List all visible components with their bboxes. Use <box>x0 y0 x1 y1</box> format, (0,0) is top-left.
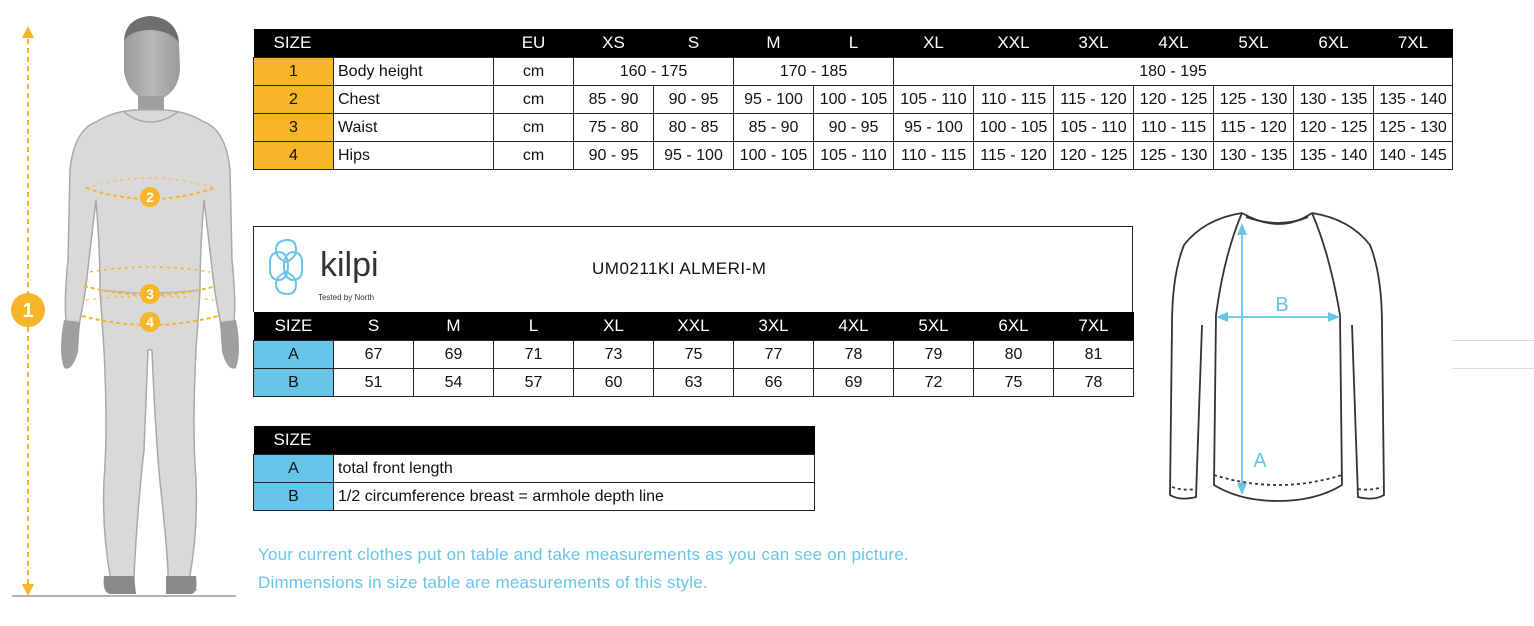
row-label: Body height <box>334 58 494 86</box>
value-cell: 85 - 90 <box>734 114 814 142</box>
divider <box>1452 340 1534 341</box>
header-cell <box>334 29 494 58</box>
value-cell: 115 - 120 <box>974 142 1054 170</box>
table-row <box>254 341 1134 369</box>
value-cell: 180 - 195 <box>894 58 1453 86</box>
value-cell: 130 - 135 <box>1214 142 1294 170</box>
marker-b: B <box>1275 294 1289 316</box>
garment-size-table <box>253 312 1134 397</box>
value-cell: 78 <box>1054 369 1134 397</box>
value-cell: 75 <box>654 341 734 369</box>
header-cell: SIZE <box>254 312 334 341</box>
value-cell: 95 - 100 <box>734 86 814 114</box>
value-cell: 125 - 130 <box>1214 86 1294 114</box>
value-cell: 72 <box>894 369 974 397</box>
header-cell: SIZE <box>254 426 815 455</box>
instruction-note: Your current clothes put on table and take measurements as you can see on picture. <box>258 545 909 564</box>
value-cell: 115 - 120 <box>1054 86 1134 114</box>
value-cell: 77 <box>734 341 814 369</box>
value-cell: 115 - 120 <box>1214 114 1294 142</box>
header-cell: XL <box>894 29 974 58</box>
value-cell: 135 - 140 <box>1294 142 1374 170</box>
shirt-diagram <box>1160 205 1400 525</box>
value-cell: 140 - 145 <box>1374 142 1453 170</box>
divider <box>1452 368 1534 369</box>
legend-text: 1/2 circumference breast = armhole depth line <box>334 483 815 511</box>
header-cell: 4XL <box>1134 29 1214 58</box>
value-cell: 66 <box>734 369 814 397</box>
header-cell: 6XL <box>1294 29 1374 58</box>
header-cell: SIZE <box>254 29 334 58</box>
header-cell: XL <box>574 312 654 341</box>
value-cell: 54 <box>414 369 494 397</box>
value-cell: 100 - 105 <box>974 114 1054 142</box>
value-cell: 110 - 115 <box>974 86 1054 114</box>
value-cell: 67 <box>334 341 414 369</box>
value-cell: 80 <box>974 341 1054 369</box>
value-cell: 105 - 110 <box>1054 114 1134 142</box>
row-label: Waist <box>334 114 494 142</box>
value-cell: 170 - 185 <box>734 58 894 86</box>
value-cell: 100 - 105 <box>814 86 894 114</box>
header-cell: 6XL <box>974 312 1054 341</box>
value-cell: 85 - 90 <box>574 86 654 114</box>
value-cell: 81 <box>1054 341 1134 369</box>
value-cell: 110 - 115 <box>894 142 974 170</box>
value-cell: 125 - 130 <box>1134 142 1214 170</box>
table-row <box>254 58 1453 86</box>
table-row <box>254 369 1134 397</box>
header-cell: XXL <box>974 29 1054 58</box>
header-cell: XXL <box>654 312 734 341</box>
table-row <box>254 483 815 511</box>
value-cell: 95 - 100 <box>894 114 974 142</box>
svg-text:3: 3 <box>146 286 154 302</box>
value-cell: 73 <box>574 341 654 369</box>
table-row <box>254 114 1453 142</box>
value-cell: 135 - 140 <box>1374 86 1453 114</box>
value-cell: 75 <box>974 369 1054 397</box>
header-cell: M <box>734 29 814 58</box>
svg-text:1: 1 <box>22 300 34 322</box>
row-number: 1 <box>254 58 334 86</box>
value-cell: 78 <box>814 341 894 369</box>
body-measurement-figure <box>0 0 250 626</box>
kilpi-logo <box>262 232 392 304</box>
header-cell: 3XL <box>1054 29 1134 58</box>
brand-tagline: Tested by North <box>318 293 375 302</box>
value-cell: 79 <box>894 341 974 369</box>
header-cell: 7XL <box>1374 29 1453 58</box>
row-label: B <box>254 369 334 397</box>
value-cell: 69 <box>814 369 894 397</box>
table-row <box>254 86 1453 114</box>
header-cell: S <box>654 29 734 58</box>
value-cell: 90 - 95 <box>814 114 894 142</box>
product-code: UM0211KI ALMERI-M <box>592 259 767 278</box>
row-number: 3 <box>254 114 334 142</box>
value-cell: 71 <box>494 341 574 369</box>
table-header-row <box>254 426 815 455</box>
value-cell: 60 <box>574 369 654 397</box>
body-size-table <box>253 29 1453 170</box>
unit-cell: cm <box>494 142 574 170</box>
table-row <box>254 455 815 483</box>
header-cell: L <box>494 312 574 341</box>
svg-text:4: 4 <box>146 314 154 330</box>
value-cell: 120 - 125 <box>1134 86 1214 114</box>
row-number: 4 <box>254 142 334 170</box>
header-cell: 7XL <box>1054 312 1134 341</box>
table-header-row <box>254 312 1134 341</box>
instruction-note: Dimmensions in size table are measurements of this style. <box>258 573 708 592</box>
header-cell: 4XL <box>814 312 894 341</box>
table-row <box>254 142 1453 170</box>
row-label: Chest <box>334 86 494 114</box>
unit-cell: cm <box>494 86 574 114</box>
header-cell: EU <box>494 29 574 58</box>
value-cell: 57 <box>494 369 574 397</box>
header-cell: S <box>334 312 414 341</box>
unit-cell: cm <box>494 114 574 142</box>
row-label: A <box>254 341 334 369</box>
header-cell: XS <box>574 29 654 58</box>
legend-text: total front length <box>334 455 815 483</box>
header-cell: M <box>414 312 494 341</box>
value-cell: 90 - 95 <box>574 142 654 170</box>
row-label: Hips <box>334 142 494 170</box>
value-cell: 51 <box>334 369 414 397</box>
value-cell: 69 <box>414 341 494 369</box>
table-header-row <box>254 29 1453 58</box>
brand-name: kilpi <box>320 246 379 284</box>
value-cell: 80 - 85 <box>654 114 734 142</box>
value-cell: 90 - 95 <box>654 86 734 114</box>
marker-a: A <box>1253 450 1267 472</box>
value-cell: 160 - 175 <box>574 58 734 86</box>
legend-key: A <box>254 455 334 483</box>
svg-text:2: 2 <box>146 189 154 205</box>
row-number: 2 <box>254 86 334 114</box>
value-cell: 100 - 105 <box>734 142 814 170</box>
unit-cell: cm <box>494 58 574 86</box>
header-cell: L <box>814 29 894 58</box>
legend-key: B <box>254 483 334 511</box>
value-cell: 105 - 110 <box>814 142 894 170</box>
value-cell: 120 - 125 <box>1054 142 1134 170</box>
value-cell: 95 - 100 <box>654 142 734 170</box>
value-cell: 110 - 115 <box>1134 114 1214 142</box>
value-cell: 63 <box>654 369 734 397</box>
value-cell: 125 - 130 <box>1374 114 1453 142</box>
header-cell: 5XL <box>1214 29 1294 58</box>
value-cell: 130 - 135 <box>1294 86 1374 114</box>
header-cell: 5XL <box>894 312 974 341</box>
measurement-legend-table <box>253 426 815 511</box>
header-cell: 3XL <box>734 312 814 341</box>
value-cell: 105 - 110 <box>894 86 974 114</box>
value-cell: 75 - 80 <box>574 114 654 142</box>
value-cell: 120 - 125 <box>1294 114 1374 142</box>
